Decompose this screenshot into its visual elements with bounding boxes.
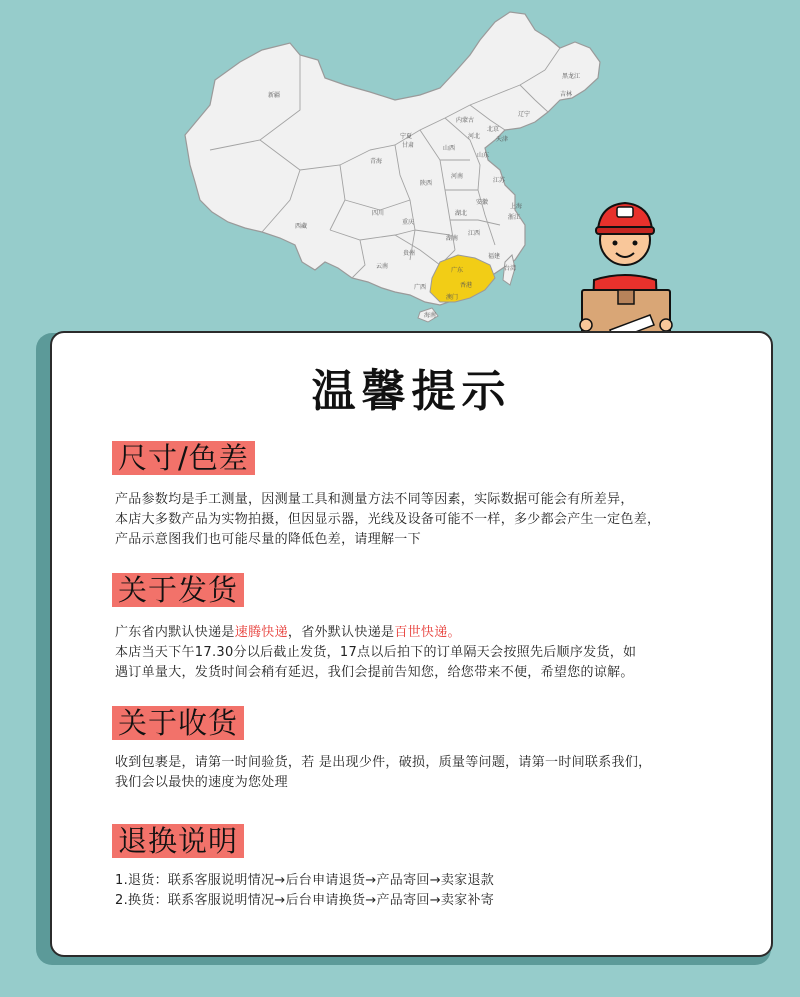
section-heading-shipping: 关于发货 [112, 573, 244, 607]
map-label: 青海 [370, 158, 383, 165]
map-label: 湖北 [455, 210, 468, 217]
section-body-receiving [115, 753, 755, 793]
map-label: 陕西 [420, 180, 433, 187]
section-body-shipping [115, 623, 755, 683]
map-label: 黑龙江 [562, 73, 581, 80]
map-label: 宁夏 [400, 133, 413, 140]
map-label: 广东 [451, 267, 464, 274]
text-line: 本店大多数产品为实物拍摄，但因显示器，光线及设备可能不一样，多少都会产生一定色差， [115, 512, 661, 527]
text-fragment: ，省外默认快递是 [287, 625, 395, 640]
section-body-exchange [115, 871, 755, 911]
text-line: 我们会以最快的速度为您处理 [115, 775, 288, 790]
notice-card [50, 331, 773, 957]
courier-name-highlight: 百世快递。 [394, 625, 461, 640]
map-label: 北京 [487, 126, 500, 133]
section-heading-size: 尺寸/色差 [112, 441, 255, 475]
text-line: 1.退货：联系客服说明情况→后台申请退货→产品寄回→卖家退款 [115, 873, 495, 888]
china-outline [185, 12, 600, 305]
map-label: 浙江 [508, 214, 521, 221]
map-label: 甘肃 [402, 142, 415, 149]
map-label: 内蒙古 [456, 117, 475, 124]
map-label: 河南 [451, 173, 464, 180]
map-label: 山东 [477, 152, 490, 159]
map-label: 福建 [488, 253, 501, 260]
map-label: 广西 [414, 284, 427, 291]
page-title: 温馨提示 [311, 366, 512, 417]
section-heading-exchange: 退换说明 [112, 824, 244, 858]
map-label: 江西 [468, 230, 481, 237]
text-line: 产品示意图我们也可能尽量的降低色差，请理解一下 [115, 532, 421, 547]
map-label: 安徽 [476, 199, 489, 206]
text-line: 收到包裹是，请第一时间验货，若 是出现少件，破损，质量等问题，请第一时间联系我们， [115, 755, 652, 770]
map-label: 海南 [424, 312, 437, 319]
map-label: 江苏 [493, 177, 506, 184]
map-label: 山西 [443, 145, 456, 152]
map-label: 四川 [372, 210, 385, 217]
map-label: 台湾 [504, 265, 517, 272]
map-label: 澳门 [446, 294, 459, 301]
map-label: 河北 [468, 133, 481, 140]
map-label: 辽宁 [518, 111, 531, 118]
section-body-size [115, 490, 755, 550]
text-fragment: 广东省内默认快递是 [115, 625, 235, 640]
text-line: 本店当天下午17.30分以后截止发货，17点以后拍下的订单隔天会按照先后顺序发货，如 [115, 645, 637, 660]
map-label: 上海 [510, 203, 523, 210]
text-line: 遇订单量大，发货时间会稍有延迟，我们会提前告知您，给您带来不便，希望您的谅解。 [115, 665, 634, 680]
section-heading-receiving: 关于收货 [112, 706, 244, 740]
text-line: 2.换货：联系客服说明情况→后台申请换货→产品寄回→卖家补寄 [115, 893, 495, 908]
map-label: 新疆 [268, 92, 281, 99]
map-label: 贵州 [403, 250, 416, 257]
china-map [0, 0, 800, 340]
map-label: 香港 [460, 282, 473, 289]
map-label: 重庆 [402, 219, 415, 226]
map-label: 天津 [496, 136, 509, 143]
map-label: 湖南 [446, 235, 459, 242]
map-label: 吉林 [560, 91, 573, 98]
map-label: 云南 [376, 263, 389, 270]
text-line: 产品参数均是手工测量，因测量工具和测量方法不同等因素，实际数据可能会有所差异， [115, 492, 634, 507]
map-label: 西藏 [295, 223, 308, 230]
text-line [115, 623, 755, 643]
courier-name-highlight: 速腾快递 [234, 625, 288, 640]
